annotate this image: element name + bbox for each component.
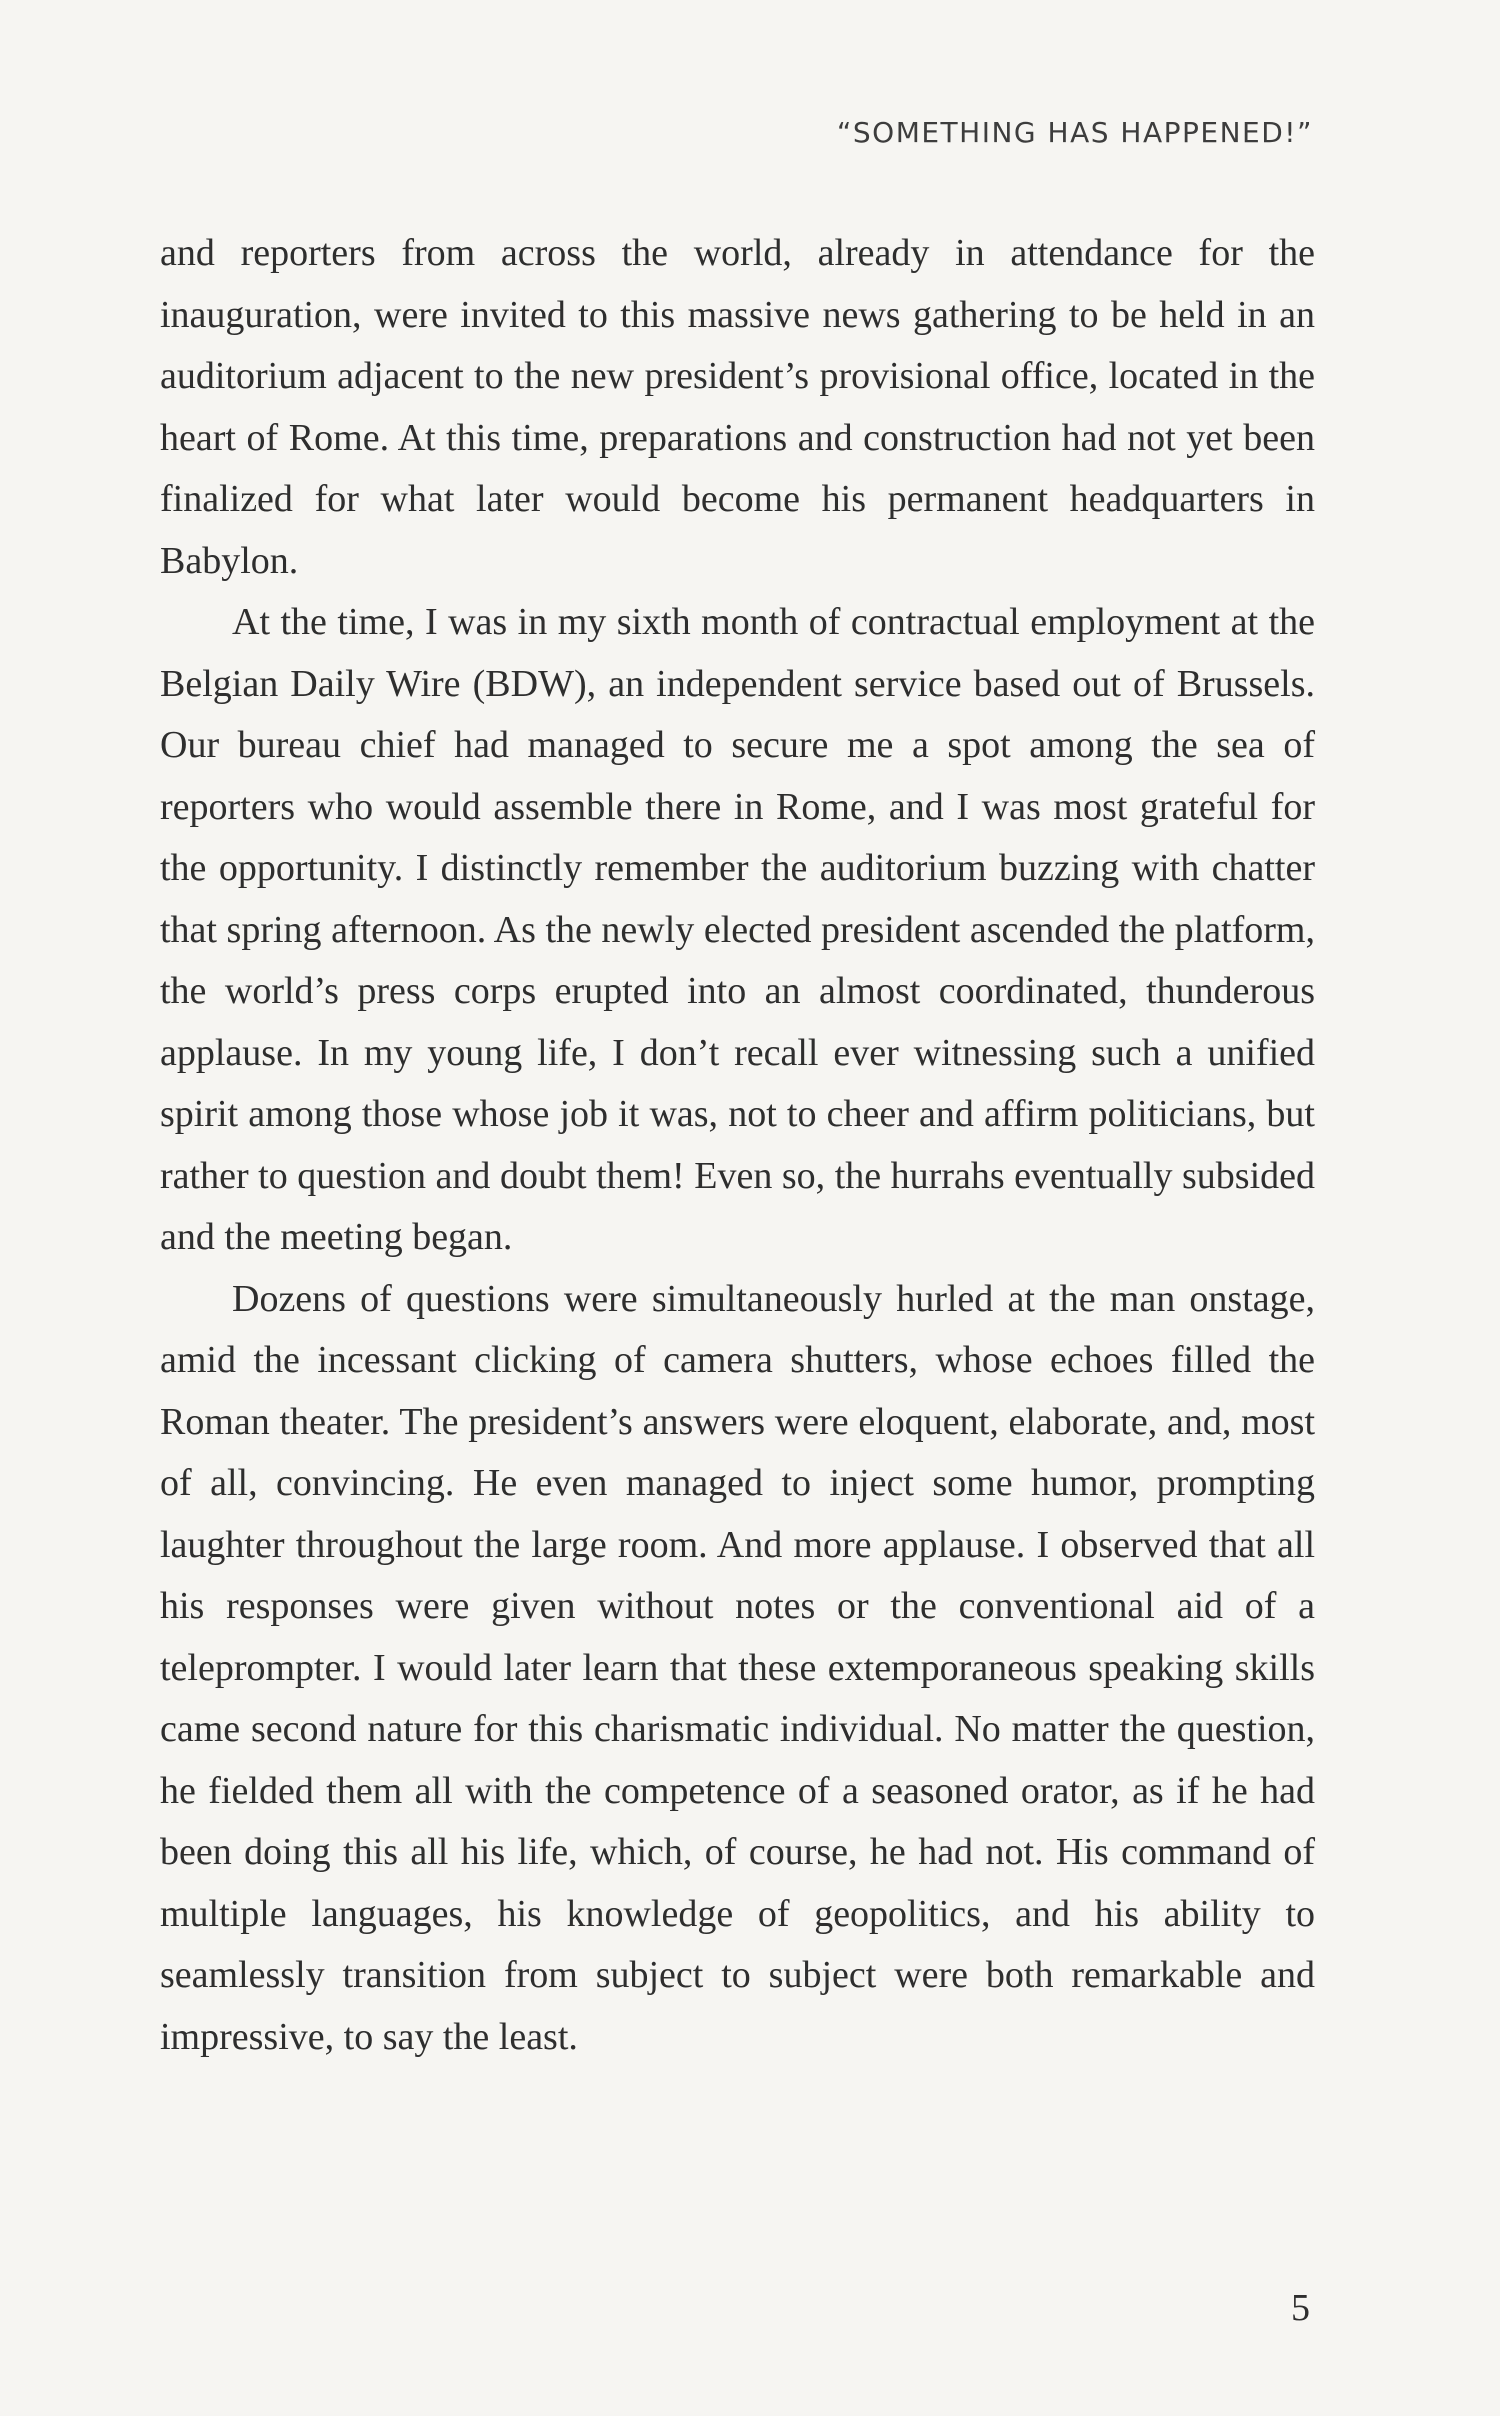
- paragraph: Dozens of questions were simultaneously hurled at the man onstage, amid the incessant clicking of camera shutters, whose echoes filled the Roman theater. The president’s answers were eloquent, elaborate, and, most of all, convincing. He even managed to inject some humor, prompting laughter throughout the large room. And more applause. I observed that all his responses were given without notes or the conventional aid of a teleprompter. I would later learn that these extemporaneous speaking skills came second nature for this charismatic individual. No matter the question, he fielded them all with the competence of a seasoned orator, as if he had been doing this all his life, which, of course, he had not. His command of multiple languages, his knowledge of geopolitics, and his ability to seamlessly transition from subject to subject were both remarkable and impressive, to say the least.: [160, 1277, 1315, 2058]
- paragraph-continued: and reporters from across the world, already in attendance for the inauguration, were invited to this massive news gathering to be held in an auditorium adjacent to the new president’s provisional office, located in the heart of Rome. At this time, preparations and construction had not yet been finalized for what later would become his permanent headquarters in Babylon.: [160, 232, 1315, 582]
- running-head: “SOMETHING HAS HAPPENED!”: [836, 116, 1313, 149]
- body-text: [160, 223, 1315, 2068]
- page-number: 5: [1291, 2287, 1310, 2329]
- paragraph: At the time, I was in my sixth month of contractual employment at the Belgian Daily Wire (BDW), an independent service based out of Brussels. Our bureau chief had managed to secure me a spot among the sea of reporters who would assemble there in Rome, and I was most grateful for the opportunity. I distinctly remember the auditorium buzzing with chatter that spring afternoon. As the newly elected president ascended the platform, the world’s press corps erupted into an almost coordinated, thunderous applause. In my young life, I don’t recall ever witnessing such a unified spirit among those whose job it was, not to cheer and affirm politicians, but rather to question and doubt them! Even so, the hurrahs eventually subsided and the meeting began.: [160, 601, 1315, 1258]
